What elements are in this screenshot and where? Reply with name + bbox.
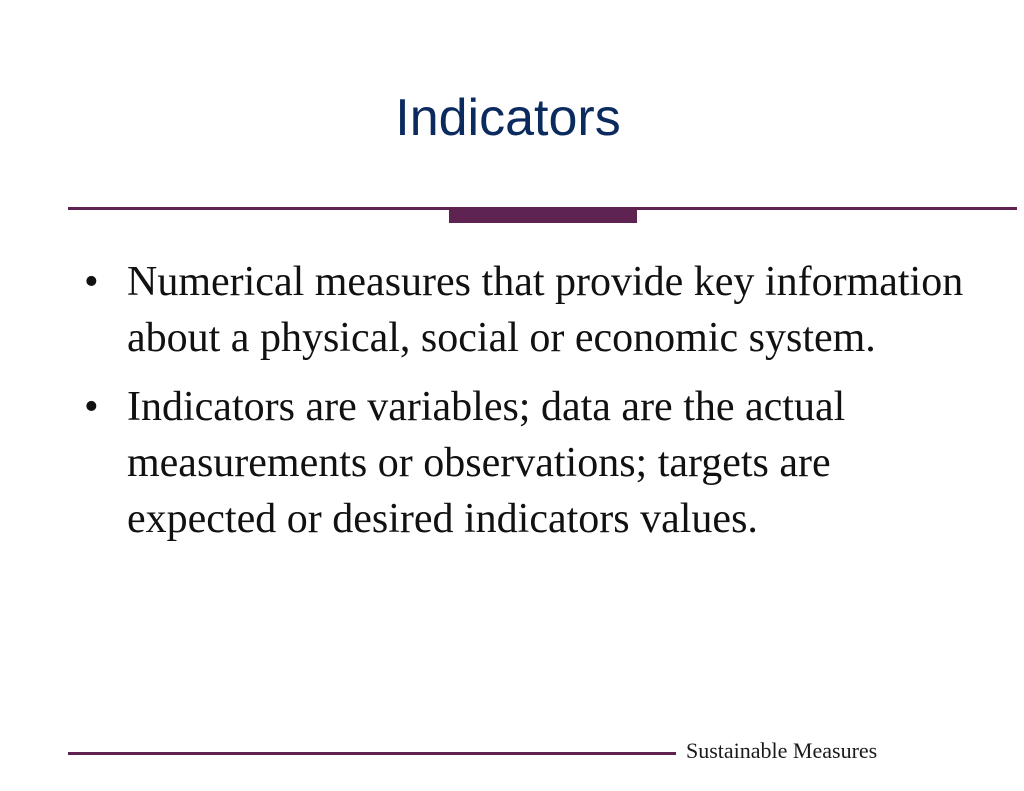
bullet-marker: • — [84, 384, 99, 430]
bullet-item — [84, 254, 964, 366]
bullet-marker: • — [84, 259, 99, 305]
title-divider-accent — [449, 207, 637, 223]
bullet-text: Numerical measures that provide key information about a physical, social or economic system. — [127, 259, 964, 361]
bullet-list — [84, 254, 964, 560]
bullet-item — [84, 379, 964, 547]
footer-divider — [68, 752, 676, 755]
footer-label: Sustainable Measures — [686, 738, 878, 763]
bullet-text: Indicators are variables; data are the actual measurements or observations; targets are expected or desired indicators values. — [127, 384, 846, 542]
slide-title: Indicators — [395, 89, 621, 147]
